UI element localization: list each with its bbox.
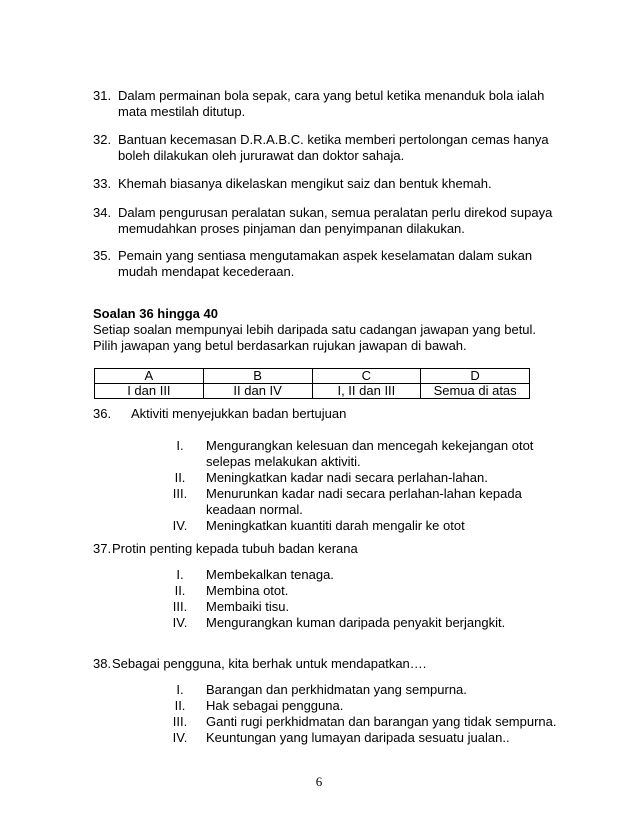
- option-item: [160, 615, 570, 631]
- option-numeral: II.: [174, 470, 186, 485]
- question-number: 36.: [93, 406, 112, 421]
- question-32: [93, 132, 563, 164]
- question-text: Protin penting kepada tubuh badan kerana: [112, 541, 358, 556]
- option-item: [160, 470, 570, 486]
- answer-key-header: A: [95, 369, 204, 384]
- question-number: 34.: [93, 205, 112, 220]
- option-numeral: II.: [174, 583, 186, 598]
- option-text: Mengurangkan kelesuan dan mencegah kekejangan otot selepas melakukan aktiviti.: [206, 438, 534, 469]
- option-item: [160, 583, 570, 599]
- question-text: Bantuan kecemasan D.R.A.B.C. ketika memberi pertolongan cemas hanya boleh dilakukan oleh jururawat dan doktor sahaja.: [118, 132, 549, 163]
- option-text: Menurunkan kadar nadi secara perlahan-lahan kepada keadaan normal.: [206, 486, 522, 517]
- option-numeral: IV.: [172, 615, 188, 630]
- option-numeral: III.: [172, 599, 188, 614]
- option-text: Meningkatkan kuantiti darah mengalir ke otot: [206, 518, 465, 533]
- question-text: Aktiviti menyejukkan badan bertujuan: [131, 406, 347, 421]
- question-37: [93, 541, 563, 557]
- option-item: [160, 518, 570, 534]
- option-item: [160, 567, 570, 583]
- q36-options: [160, 438, 570, 534]
- answer-key-table: [94, 368, 530, 399]
- answer-key-value: I dan III: [95, 384, 204, 399]
- option-numeral: III.: [172, 486, 188, 501]
- option-numeral: III.: [172, 714, 188, 729]
- option-numeral: IV.: [172, 518, 188, 533]
- answer-key-value: Semua di atas: [421, 384, 530, 399]
- question-text: Pemain yang sentiasa mengutamakan aspek keselamatan dalam sukan mudah mendapat kecederaan.: [118, 248, 533, 279]
- option-item: [160, 438, 570, 470]
- question-34: [93, 205, 563, 237]
- option-numeral: I.: [176, 567, 184, 582]
- option-text: Meningkatkan kadar nadi secara perlahan-lahan.: [206, 470, 488, 485]
- question-38: [93, 656, 563, 672]
- question-text: Dalam permainan bola sepak, cara yang betul ketika menanduk bola ialah mata mestilah ditutup.: [118, 88, 545, 119]
- question-35: [93, 248, 563, 280]
- answer-key-header-row: [95, 369, 530, 384]
- option-text: Hak sebagai pengguna.: [206, 698, 344, 713]
- option-item: [160, 682, 570, 698]
- option-text: Membina otot.: [206, 583, 289, 598]
- option-item: [160, 698, 570, 714]
- question-text: Dalam pengurusan peralatan sukan, semua peralatan perlu direkod supaya memudahkan proses pinjaman dan penyimpanan dilakukan.: [118, 205, 553, 236]
- option-text: Mengurangkan kuman daripada penyakit berjangkit.: [206, 615, 506, 630]
- question-number: 35.: [93, 248, 112, 263]
- answer-key-header: D: [421, 369, 530, 384]
- page-number: 6: [315, 774, 323, 789]
- option-item: [160, 486, 570, 518]
- answer-key-value-row: [95, 384, 530, 399]
- option-text: Membekalkan tenaga.: [206, 567, 334, 582]
- option-numeral: I.: [176, 438, 184, 453]
- question-number: 32.: [93, 132, 112, 147]
- question-number: 37.: [93, 541, 112, 556]
- answer-key-header: C: [312, 369, 421, 384]
- question-31: [93, 88, 563, 120]
- section-heading: Soalan 36 hingga 40: [93, 306, 218, 321]
- option-text: Membaiki tisu.: [206, 599, 290, 614]
- option-item: [160, 730, 570, 746]
- question-33: [93, 176, 563, 192]
- question-text: Sebagai pengguna, kita berhak untuk mendapatkan….: [112, 656, 427, 671]
- question-text: Khemah biasanya dikelaskan mengikut saiz dan bentuk khemah.: [118, 176, 492, 191]
- answer-key-header: B: [203, 369, 312, 384]
- option-numeral: I.: [176, 682, 184, 697]
- section-instruction: Setiap soalan mempunyai lebih daripada satu cadangan jawapan yang betul. Pilih jawapan yang betul berdasarkan rujukan jawapan di bawah.: [93, 322, 537, 353]
- question-number: 38.: [93, 656, 112, 671]
- option-text: Barangan dan perkhidmatan yang sempurna.: [206, 682, 467, 697]
- question-36: [93, 406, 563, 422]
- option-numeral: II.: [174, 698, 186, 713]
- q38-options: [160, 682, 570, 746]
- question-number: 33.: [93, 176, 112, 191]
- answer-key-value: II dan IV: [203, 384, 312, 399]
- answer-key-value: I, II dan III: [312, 384, 421, 399]
- option-numeral: IV.: [172, 730, 188, 745]
- option-text: Ganti rugi perkhidmatan dan barangan yang tidak sempurna.: [206, 714, 557, 729]
- q37-options: [160, 567, 570, 631]
- question-number: 31.: [93, 88, 112, 103]
- option-text: Keuntungan yang lumayan daripada sesuatu jualan..: [206, 730, 510, 745]
- option-item: [160, 599, 570, 615]
- option-item: [160, 714, 570, 730]
